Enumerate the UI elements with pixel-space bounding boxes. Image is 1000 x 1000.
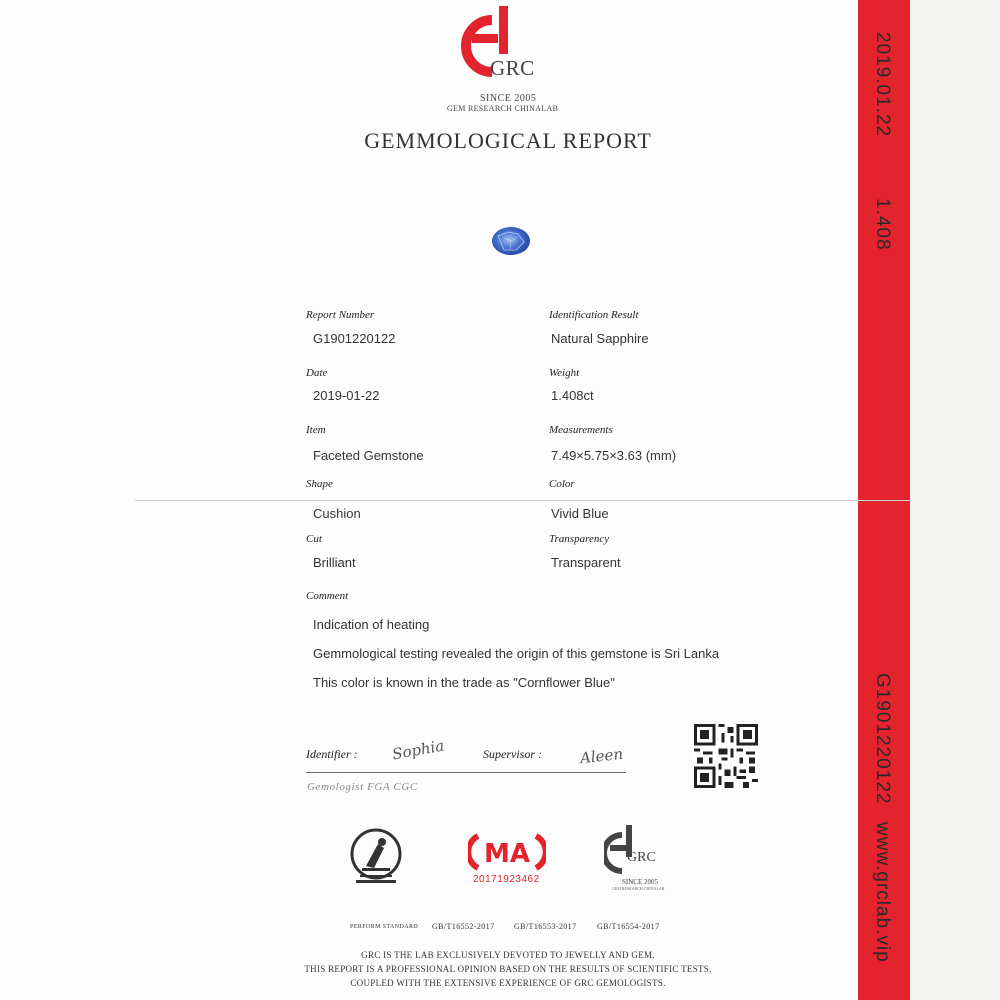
footer-line: COUPLED WITH THE EXTENSIVE EXPERIENCE OF GRC GEMOLOGISTS.: [350, 978, 666, 988]
report-title: GEMMOLOGICAL REPORT: [364, 128, 652, 153]
color-value: Vivid Blue: [551, 506, 609, 521]
cut-value: Brilliant: [313, 555, 356, 570]
fold-line: [135, 500, 910, 501]
weight-value: 1.408ct: [551, 388, 594, 403]
identification-result-label: Identification Result: [549, 309, 639, 321]
identifier-signature: Sophia: [390, 736, 446, 764]
footer-line: GRC IS THE LAB EXCLUSIVELY DEVOTED TO JEWELLY AND GEM.: [361, 950, 655, 960]
shape-value: Cushion: [313, 506, 361, 521]
item-value: Faceted Gemstone: [313, 448, 424, 463]
svg-text:MA: MA: [484, 839, 530, 869]
signature-line: [306, 772, 626, 773]
color-label: Color: [549, 478, 575, 490]
transparency-value: Transparent: [551, 555, 621, 570]
grc-seal-lab: GEM RESEARCH CHINALAB: [612, 886, 665, 891]
strip-report-number: G1901220122: [872, 673, 893, 805]
cma-number: 20171923462: [473, 874, 540, 885]
supervisor-signature: Aleen: [579, 744, 624, 768]
cnas-seal-icon: [348, 826, 404, 890]
item-label: Item: [306, 424, 326, 436]
cut-label: Cut: [306, 533, 322, 545]
standard-item: GB/T16554-2017: [597, 922, 660, 931]
strip-date: 2019.01.22: [872, 32, 893, 138]
lab-name: GEM RESEARCH CHINALAB: [447, 104, 559, 113]
since-text: SINCE 2005: [480, 93, 537, 104]
date-value: 2019-01-22: [313, 388, 380, 403]
standard-item: GB/T16552-2017: [432, 922, 495, 931]
comment-label: Comment: [306, 590, 349, 602]
standard-item: GB/T16553-2017: [514, 922, 577, 931]
logo-grc-text: GRC: [490, 56, 535, 80]
comment-line: Gemmological testing revealed the origin of this gemstone is Sri Lanka: [313, 646, 720, 661]
grc-seal-since: SINCE 2005: [622, 878, 658, 886]
shape-label: Shape: [306, 478, 333, 490]
date-label: Date: [306, 367, 328, 379]
report-number-value: G1901220122: [313, 331, 396, 346]
identifier-label: Identifier :: [306, 747, 358, 761]
qr-code-icon[interactable]: [694, 724, 758, 788]
transparency-label: Transparency: [549, 533, 610, 545]
gemstone-image: [490, 224, 532, 258]
gemologist-credentials: Gemologist FGA CGC: [307, 781, 418, 793]
measurements-label: Measurements: [549, 424, 613, 436]
cma-seal-icon: [468, 832, 546, 872]
comment-line: This color is known in the trade as "Cornflower Blue": [313, 675, 615, 690]
perform-standard-label: PERFORM STANDARD: [350, 924, 419, 930]
supervisor-label: Supervisor :: [483, 747, 542, 761]
strip-website: www.grclab.vip: [872, 822, 893, 963]
footer-line: THIS REPORT IS A PROFESSIONAL OPINION BASED ON THE RESULTS OF SCIENTIFIC TESTS,: [304, 964, 712, 974]
report-number-label: Report Number: [306, 309, 375, 321]
identification-result-value: Natural Sapphire: [551, 331, 649, 346]
comment-line: Indication of heating: [313, 617, 430, 632]
grc-seal-text: GRC: [627, 850, 656, 865]
measurements-value: 7.49×5.75×3.63 (mm): [551, 448, 677, 463]
weight-label: Weight: [549, 367, 580, 379]
strip-weight: 1.408: [872, 198, 893, 251]
